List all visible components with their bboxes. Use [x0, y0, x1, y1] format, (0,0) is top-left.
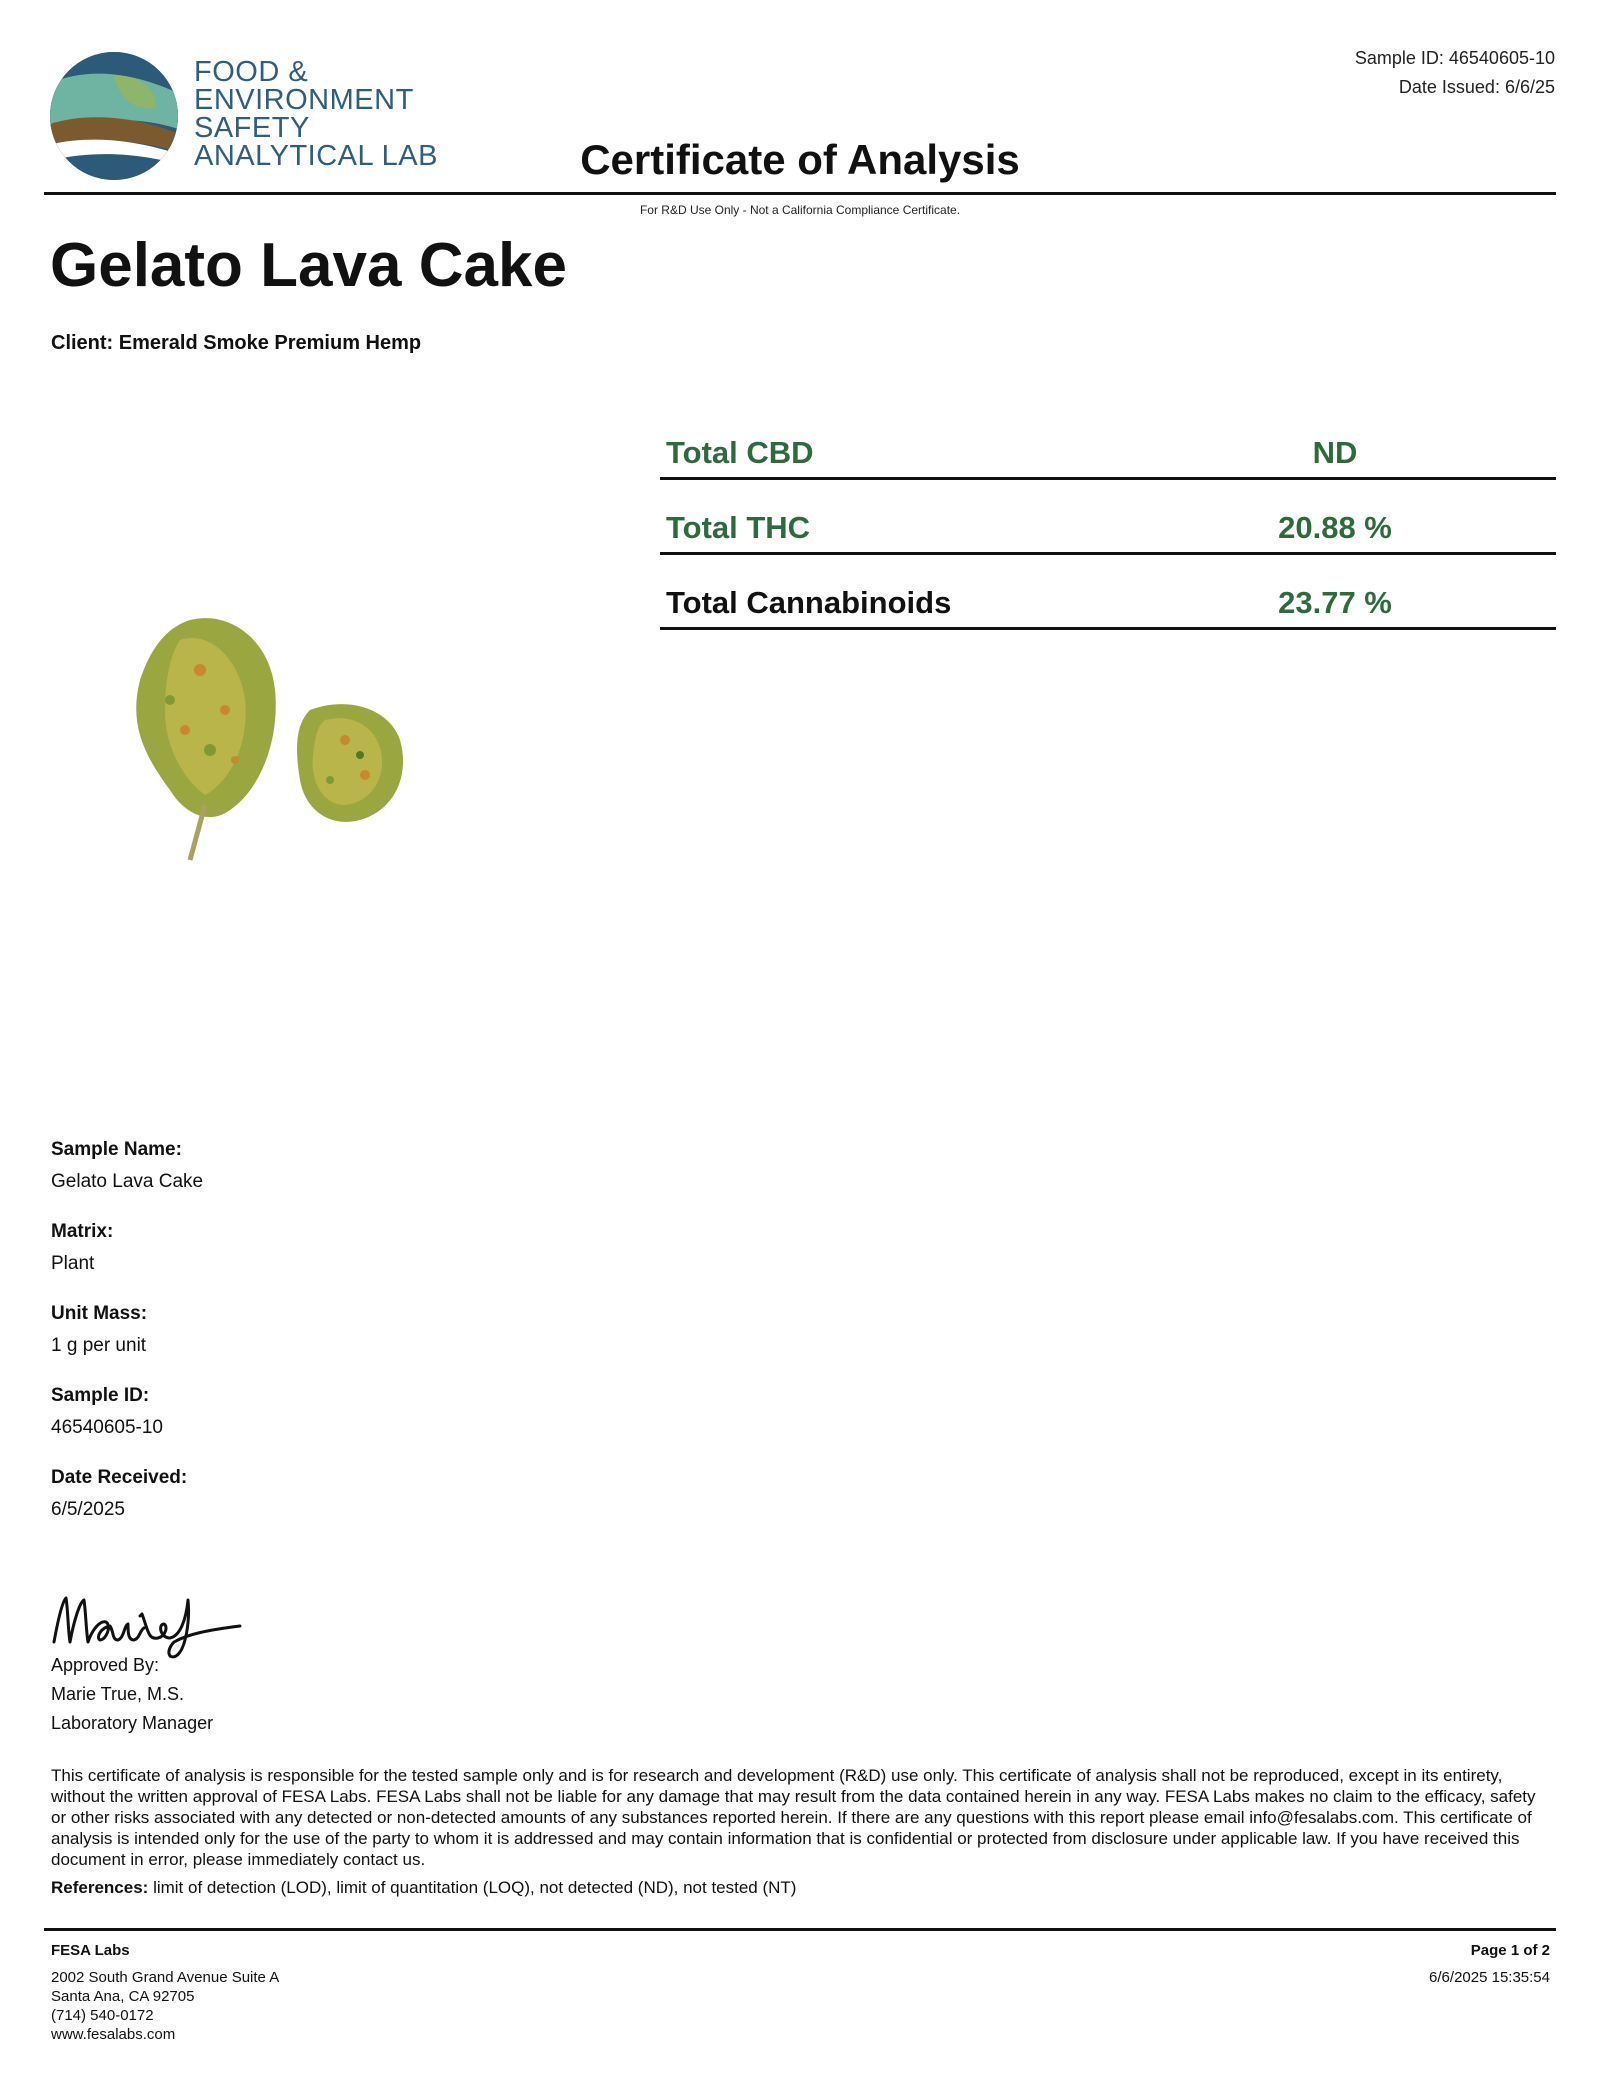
potency-row-total	[660, 558, 1556, 630]
disclaimer: For R&D Use Only - Not a California Compliance Certificate.	[639, 203, 961, 217]
lab-logo-wordmark: FOOD & ENVIRONMENT SAFETY ANALYTICAL LAB	[194, 56, 438, 172]
bud-large	[136, 618, 276, 860]
potency-label: Total CBD	[666, 435, 814, 470]
references	[51, 1878, 796, 1898]
detail-sample-id: Sample ID: 46540605-10	[51, 1385, 163, 1438]
footer-divider	[44, 1928, 1556, 1931]
footer-website: www.fesalabs.com	[51, 2026, 176, 2043]
potency-value: ND	[1312, 435, 1358, 470]
header-date-issued: Date Issued: 6/6/25	[1398, 77, 1555, 97]
potency-value: 23.77 %	[1278, 585, 1392, 620]
footer-timestamp: 6/6/2025 15:35:54	[1429, 1969, 1550, 1986]
signature	[48, 1580, 248, 1660]
footer-page-info	[1429, 1941, 1550, 1987]
potency-row-thc	[660, 483, 1556, 555]
footer-address: FESA Labs 2002 South Grand Avenue Suite A Santa Ana, CA 92705 (714) 540-0172 www.fesalabs.com	[51, 1942, 280, 2043]
approver-name: Marie True, M.S.	[51, 1684, 185, 1704]
footer-brand: FESA Labs	[51, 1942, 130, 1959]
potency-label: Total THC	[666, 510, 811, 545]
legal-notice: This certificate of analysis is responsible for the tested sample only and is for research and development (R&D) use only. This certificate of analysis shall not be reproduced, except in its entirety, without the written approval of FESA Labs. FESA Labs shall not be liable for any damage that may result from the data contained herein in any way. FESA Labs makes no claim to the efficacy, safety or other risks associated with any detected or non-detected amounts of any substances reported herein. If there are any questions with this report please email info@fesalabs.com. This certificate of analysis is intended only for the use of the party to whom it is addressed and may contain information that is confidential or protected from disclosure under applicable law. If you have received this document in error, please immediately contact us.	[51, 1766, 1536, 1869]
potency-value: 20.88 %	[1278, 510, 1392, 545]
document-title: Certificate of Analysis	[580, 136, 1020, 183]
detail-sample-name: Sample Name: Gelato Lava Cake	[51, 1139, 204, 1192]
detail-matrix: Matrix: Plant	[51, 1221, 114, 1274]
header-sample-id: Sample ID: 46540605-10	[1354, 48, 1555, 68]
references-text: limit of detection (LOD), limit of quantitation (LOQ), not detected (ND), not tested (NT)	[153, 1878, 797, 1897]
product-photo	[110, 600, 470, 900]
page-number: Page 1 of 2	[1470, 1942, 1550, 1959]
approved-by-label: Approved By:	[51, 1655, 160, 1675]
bud-small	[297, 704, 403, 822]
approver-role: Laboratory Manager	[51, 1713, 214, 1733]
detail-date-received: Date Received: 6/5/2025	[51, 1467, 188, 1520]
header-divider	[44, 192, 1556, 195]
approval-block	[51, 1651, 213, 1738]
potency-row-cbd	[660, 408, 1556, 480]
product-title: Gelato Lava Cake	[50, 231, 567, 300]
references-label: References:	[51, 1878, 149, 1897]
potency-summary	[660, 408, 1556, 630]
potency-label: Total Cannabinoids	[666, 585, 952, 620]
sample-meta	[1355, 44, 1555, 102]
client-name: Client: Emerald Smoke Premium Hemp	[51, 332, 422, 354]
detail-unit-mass: Unit Mass: 1 g per unit	[51, 1303, 148, 1356]
sample-details	[51, 1138, 651, 1548]
